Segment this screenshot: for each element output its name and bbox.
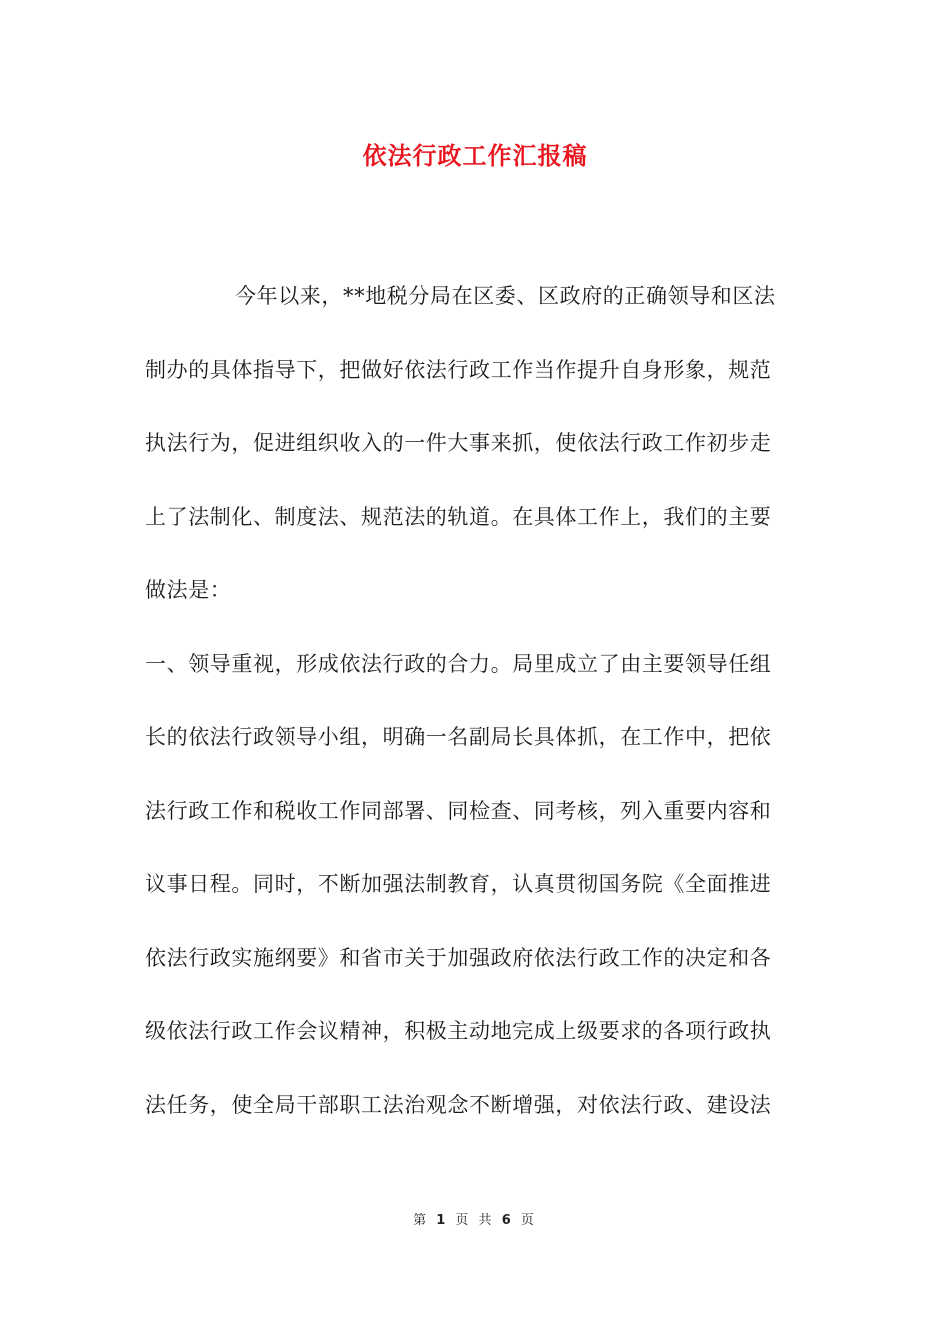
body-line: 议事日程。同时，不断加强法制教育，认真贯彻国务院《全面推进 [145,872,772,896]
body-line: 依法行政实施纲要》和省市关于加强政府依法行政工作的决定和各 [145,945,772,970]
body-line: 长的依法行政领导小组，明确一名副局长具体抓，在工作中，把依 [145,725,772,749]
body-line: 级依法行政工作会议精神，积极主动地完成上级要求的各项行政执 [145,1019,772,1043]
page-footer [0,1209,950,1228]
body-line: 制办的具体指导下，把做好依法行政工作当作提升自身形象，规范 [145,357,772,382]
body-line: 今年以来，**地税分局在区委、区政府的正确领导和区法 [235,284,776,308]
body-line: 执法行为，促进组织收入的一件大事来抓，使依法行政工作初步走 [145,431,772,455]
footer-prefix: 第 [413,1213,430,1228]
document-title: 依法行政工作汇报稿 [362,141,588,170]
body-line: 一、领导重视，形成依法行政的合力。局里成立了由主要领导任组 [145,651,772,676]
body-line: 法行政工作和税收工作同部署、同检查、同考核，列入重要内容和 [145,798,772,823]
document-body [145,280,815,1162]
footer-mid: 页 共 [455,1213,495,1228]
footer-page-number: 1 [436,1213,449,1228]
footer-total-pages: 6 [501,1213,514,1228]
footer-suffix: 页 [520,1213,537,1228]
body-line: 法任务，使全局干部职工法治观念不断增强，对依法行政、建设法 [145,1092,772,1117]
body-line: 做法是： [145,578,232,602]
body-line: 上了法制化、制度法、规范法的轨道。在具体工作上，我们的主要 [145,504,772,529]
